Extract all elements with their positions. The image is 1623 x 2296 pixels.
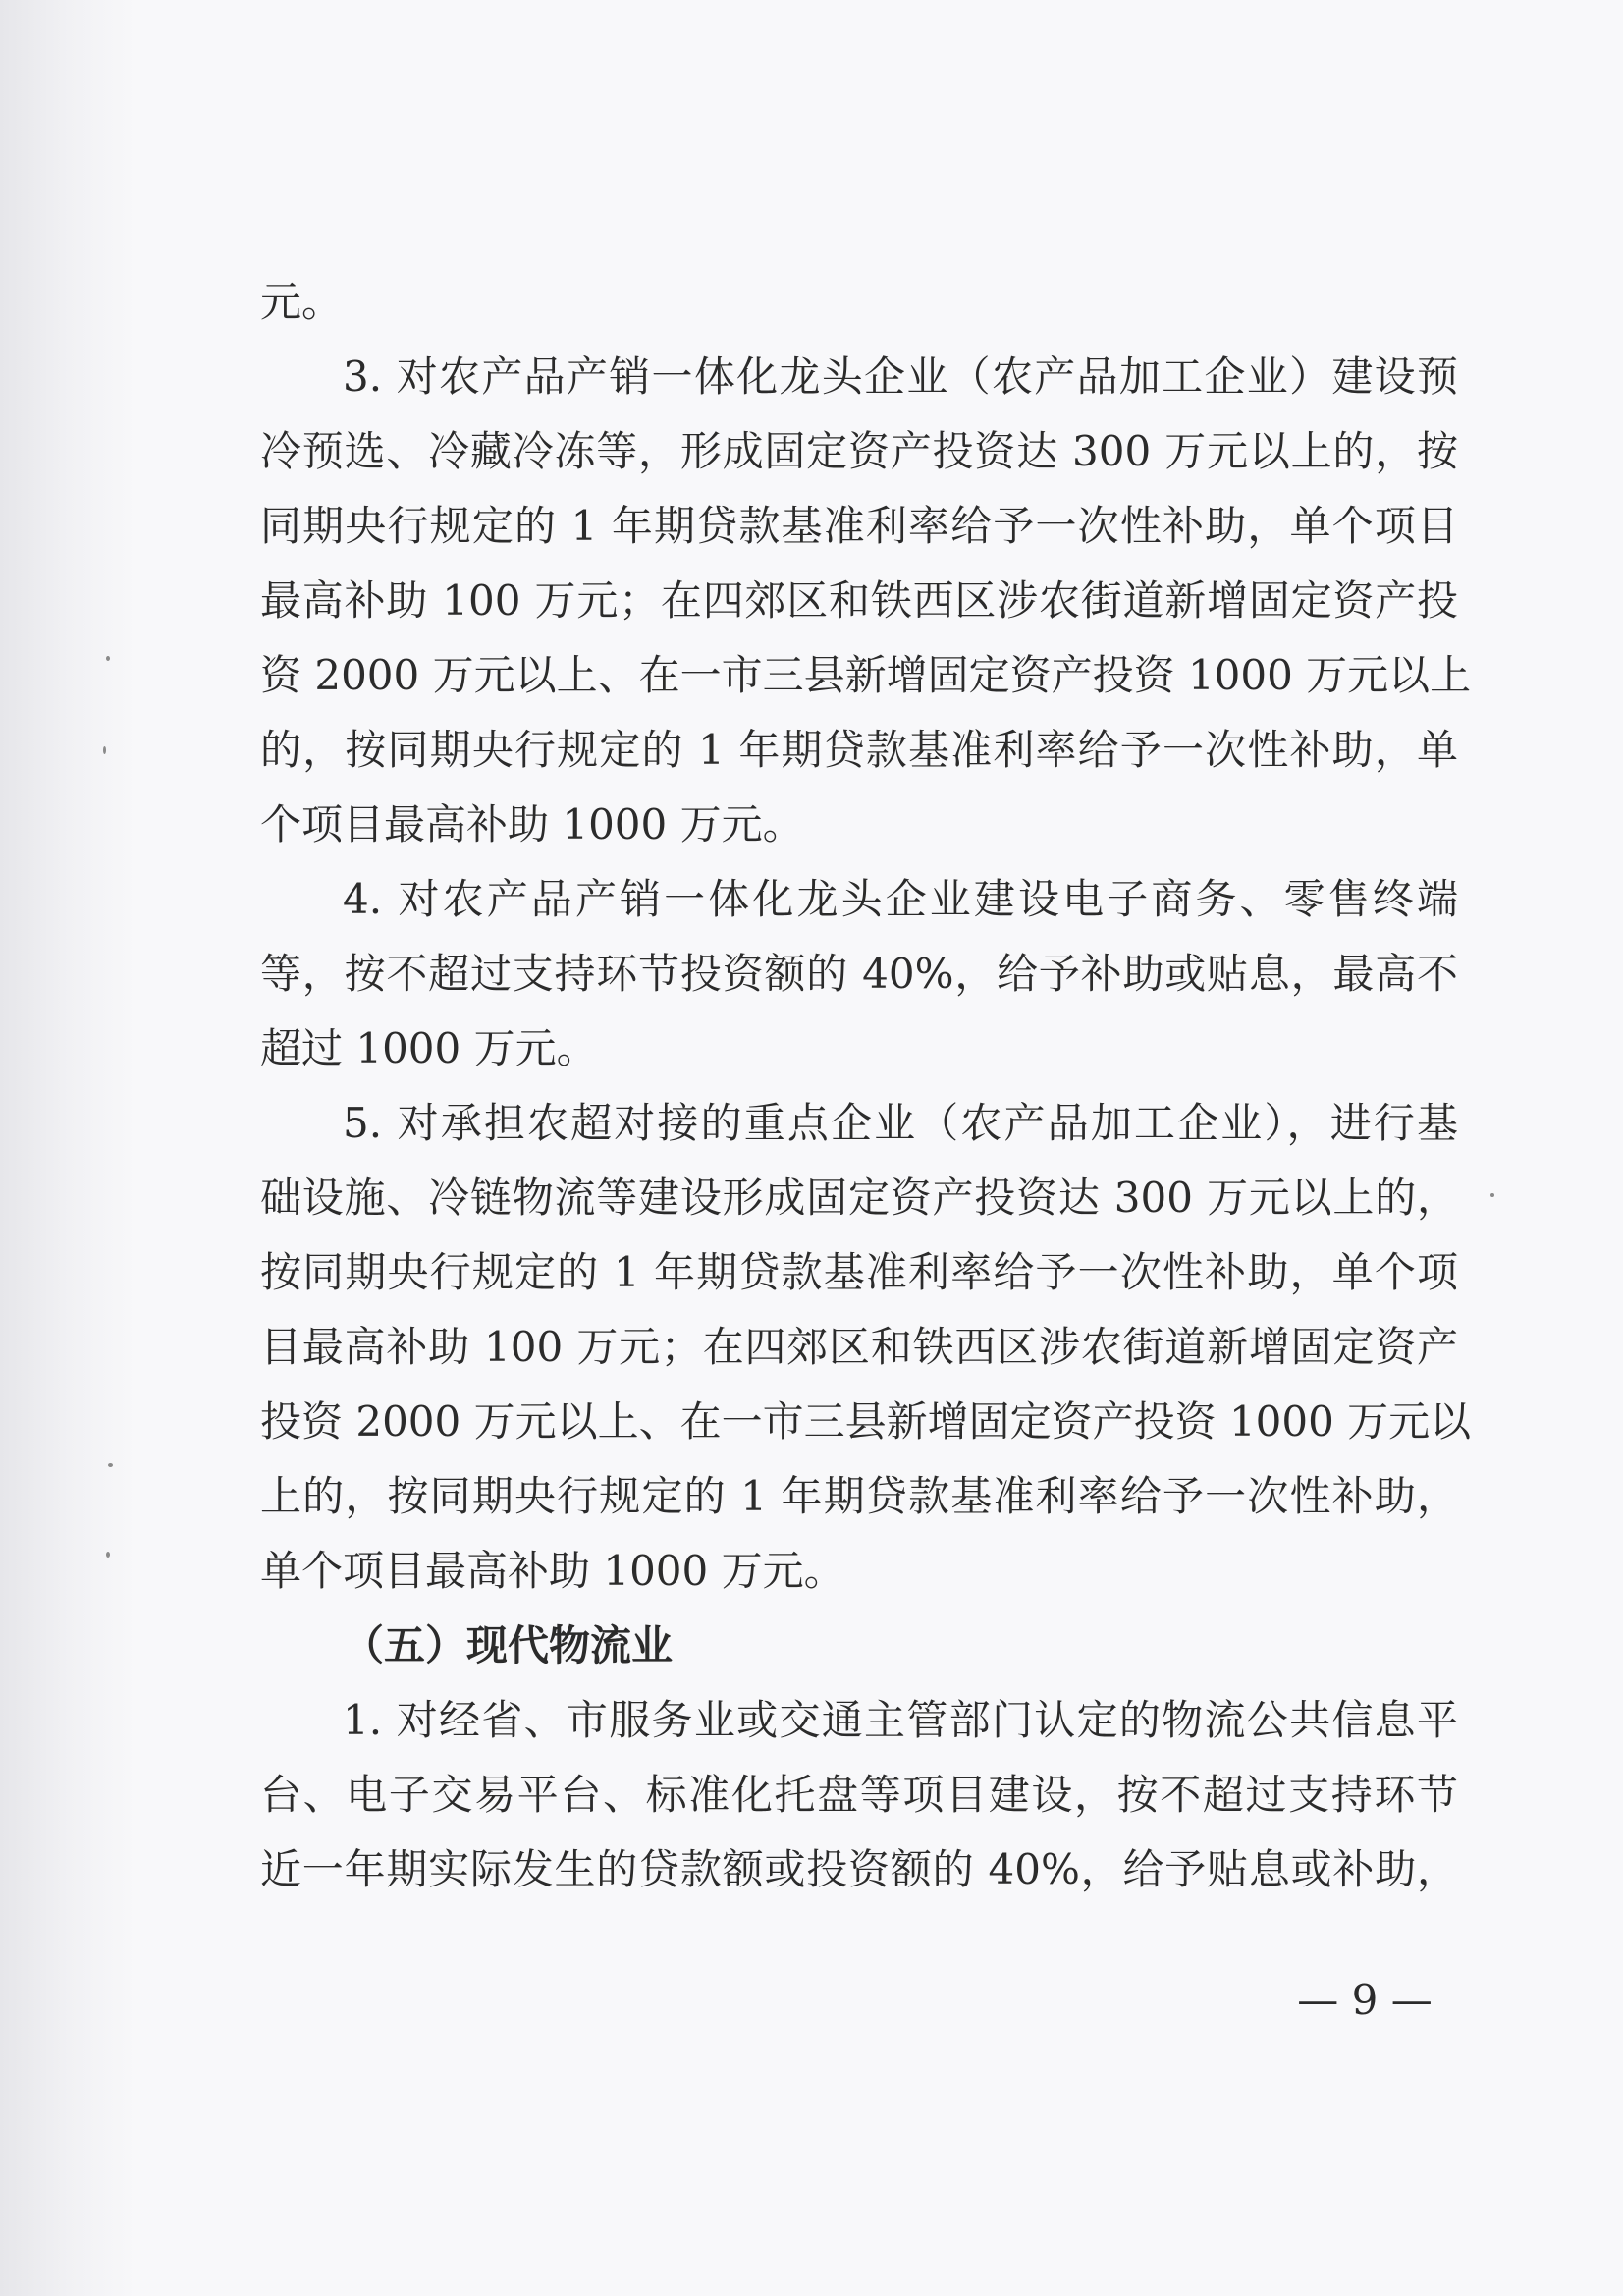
body-line: 冷预选、冷藏冷冻等，形成固定资产投资达 300 万元以上的，按	[260, 427, 1458, 475]
body-line: 个项目最高补助 1000 万元。	[260, 800, 804, 848]
body-line: 投资 2000 万元以上、在一市三县新增固定资产投资 1000 万元以	[260, 1397, 1472, 1446]
scan-speck	[106, 1552, 110, 1558]
document-body	[260, 265, 1472, 1907]
body-line: 5. 对承担农超对接的重点企业（农产品加工企业），进行基	[343, 1099, 1458, 1147]
body-line: 按同期央行规定的 1 年期贷款基准利率给予一次性补助，单个项	[260, 1248, 1458, 1296]
scan-speck	[106, 656, 110, 661]
body-line: 台、电子交易平台、标准化托盘等项目建设，按不超过支持环节	[260, 1771, 1458, 1819]
body-line: 资 2000 万元以上、在一市三县新增固定资产投资 1000 万元以上	[260, 651, 1472, 699]
scan-speck	[1490, 1193, 1494, 1197]
body-line: 单个项目最高补助 1000 万元。	[260, 1547, 845, 1595]
body-line: 近一年期实际发生的贷款额或投资额的 40%，给予贴息或补助，	[260, 1845, 1458, 1893]
body-line: 目最高补助 100 万元；在四郊区和铁西区涉农街道新增固定资产	[260, 1323, 1458, 1371]
body-line: 元。	[260, 278, 344, 326]
body-line: 同期央行规定的 1 年期贷款基准利率给予一次性补助，单个项目	[260, 502, 1458, 550]
body-line: 础设施、冷链物流等建设形成固定资产投资达 300 万元以上的，	[260, 1174, 1458, 1222]
scan-speck	[103, 746, 106, 754]
body-line: 超过 1000 万元。	[260, 1024, 598, 1072]
body-line: 3. 对农产品产销一体化龙头企业（农产品加工企业）建设预	[343, 353, 1458, 401]
body-line: 4. 对农产品产销一体化龙头企业建设电子商务、零售终端	[343, 875, 1458, 923]
body-line: 上的，按同期央行规定的 1 年期贷款基准利率给予一次性补助，	[260, 1472, 1458, 1520]
scan-speck	[108, 1463, 113, 1467]
body-line: 最高补助 100 万元；在四郊区和铁西区涉农街道新增固定资产投	[260, 576, 1458, 625]
body-line: 1. 对经省、市服务业或交通主管部门认定的物流公共信息平	[343, 1696, 1458, 1744]
page-number: — 9 —	[1297, 1976, 1433, 2024]
body-line: 等，按不超过支持环节投资额的 40%，给予补助或贴息，最高不	[260, 950, 1458, 998]
body-line: 的，按同期央行规定的 1 年期贷款基准利率给予一次性补助，单	[260, 726, 1458, 774]
section-heading: （五）现代物流业	[343, 1621, 674, 1669]
